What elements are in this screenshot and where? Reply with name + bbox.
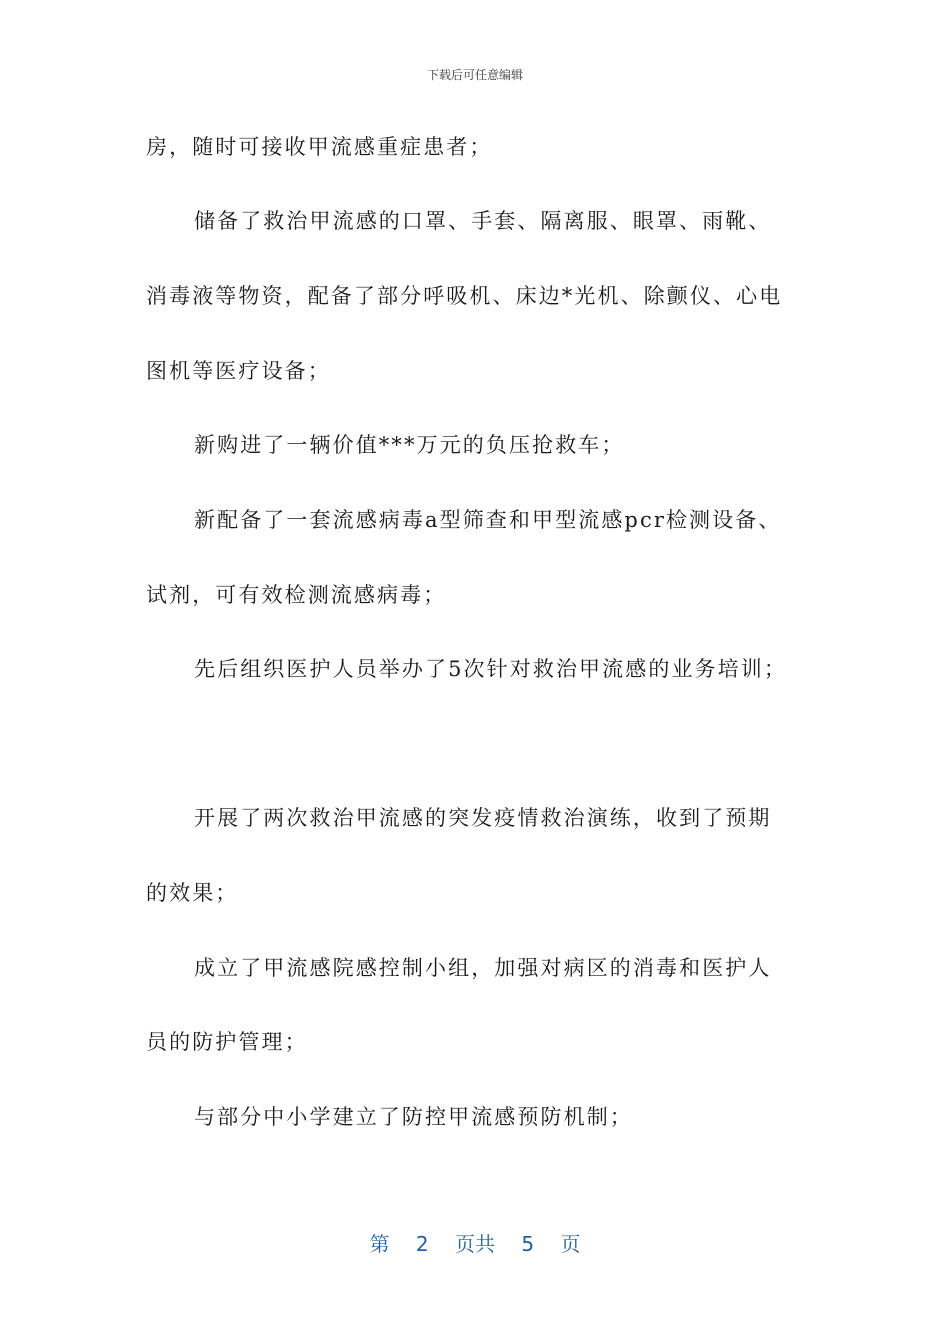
footer-page-number: 2 [415, 1232, 429, 1256]
text-line: 开展了两次救治甲流感的突发疫情救治演练，收到了预期 [194, 806, 772, 830]
text-line: 员的防护管理； [146, 1030, 308, 1054]
text-line: 试剂，可有效检测流感病毒； [146, 583, 447, 607]
text-line: 成立了甲流感院感控制小组，加强对病区的消毒和医护人 [194, 956, 772, 980]
text-line: 新配备了一套流感病毒a型筛查和甲型流感pcr检测设备、 [194, 508, 782, 532]
text-line: 房，随时可接收甲流感重症患者； [146, 135, 493, 159]
text-line: 新购进了一辆价值***万元的负压抢救车； [194, 433, 625, 457]
footer-page-mid: 页共 [455, 1232, 495, 1256]
text-line: 储备了救治甲流感的口罩、手套、隔离服、眼罩、雨靴、 [194, 209, 772, 233]
text-line: 先后组织医护人员举办了5次针对救治甲流感的业务培训； [194, 657, 787, 681]
text-line: 的效果； [146, 881, 239, 905]
page-header: 下载后可任意编辑 [426, 68, 523, 82]
footer-page-suffix: 页 [560, 1232, 581, 1256]
footer-page-prefix: 第 [369, 1232, 390, 1256]
text-line: 图机等医疗设备； [146, 359, 331, 383]
text-line: 与部分中小学建立了防控甲流感预防机制； [194, 1105, 633, 1129]
footer-total-pages: 5 [521, 1232, 535, 1256]
page-footer [0, 1228, 950, 1257]
text-line: 消毒液等物资，配备了部分呼吸机、床边*光机、除颤仪、心电 [146, 284, 783, 308]
